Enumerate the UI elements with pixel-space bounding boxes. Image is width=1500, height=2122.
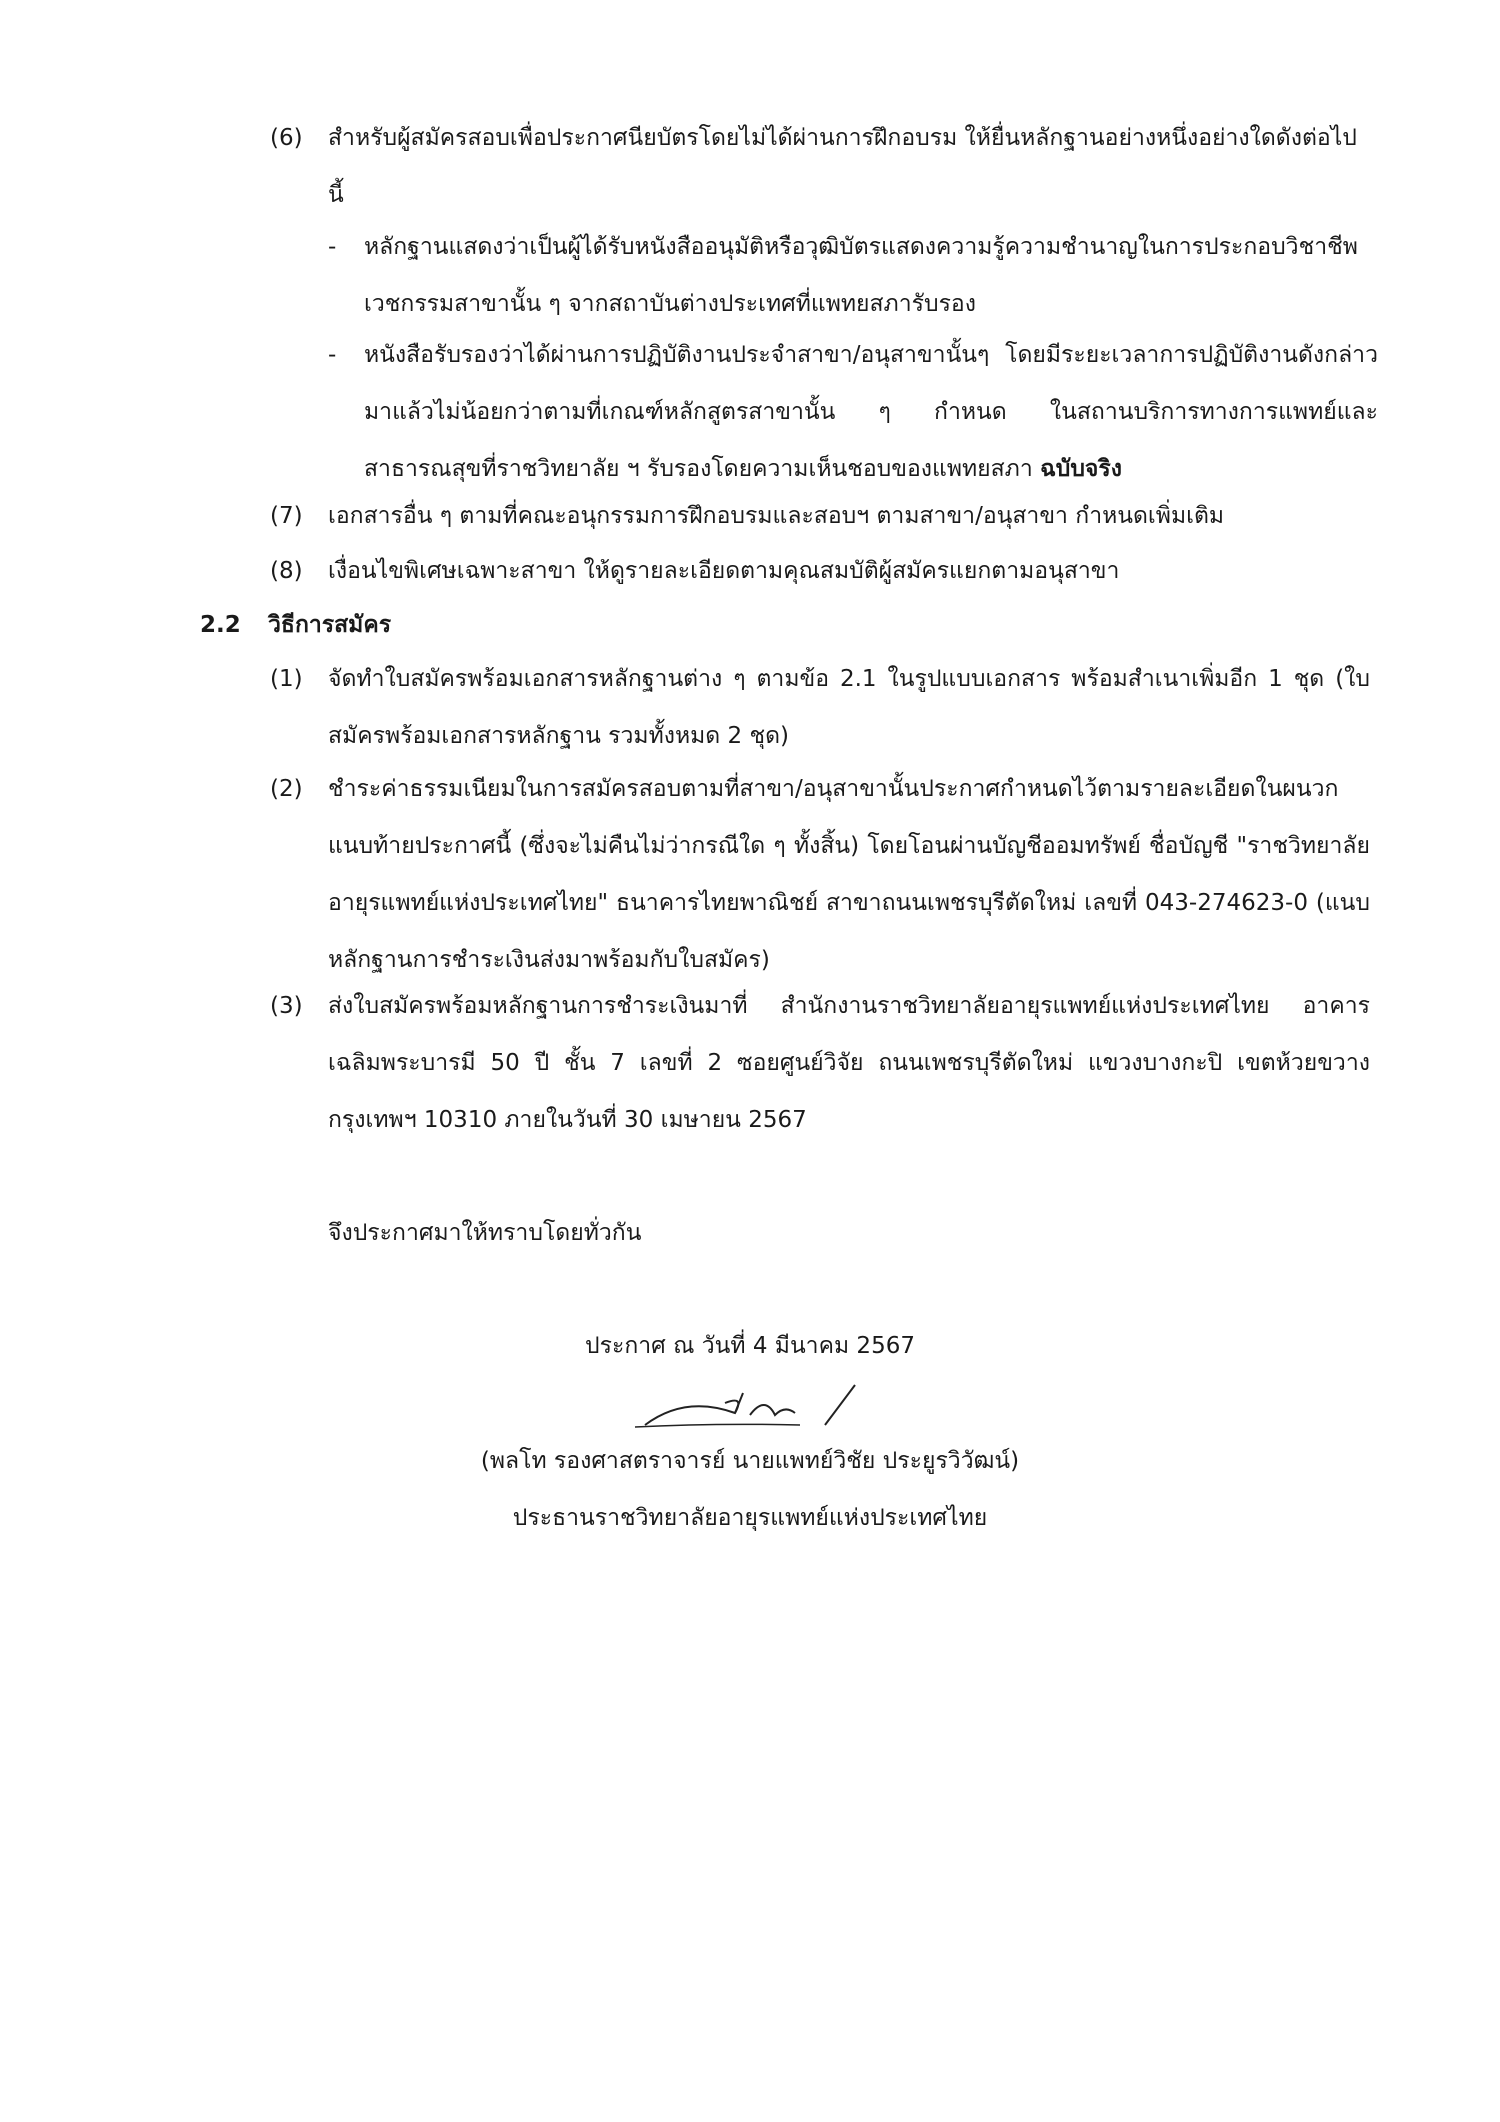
item-number: (3) — [270, 993, 303, 1019]
signature-image — [625, 1375, 885, 1435]
section-heading — [200, 597, 391, 654]
bullet-dash: - — [328, 234, 337, 260]
item-number: (8) — [270, 558, 303, 584]
signer-name: (พลโท รองศาสตราจารย์ นายแพทย์วิชัย ประยูรวิวัฒน์) — [480, 1448, 1020, 1474]
bullet-dash: - — [328, 342, 337, 368]
item-number: (2) — [270, 776, 303, 802]
item-text: สำหรับผู้สมัครสอบเพื่อประกาศนียบัตรโดยไม่ได้ผ่านการฝึกอบรม ให้ยื่นหลักฐานอย่างหนึ่งอย่างใดดังต่อไปนี้ — [328, 125, 1357, 208]
item-number: (7) — [270, 503, 303, 529]
item-text: จัดทำใบสมัครพร้อมเอกสารหลักฐานต่าง ๆ ตามข้อ 2.1 ในรูปแบบเอกสาร พร้อมสำเนาเพิ่มอีก 1 ชุด (ใบสมัครพร้อมเอกสารหลักฐาน รวมทั้งหมด 2 ชุด) — [328, 666, 1370, 749]
list-item-8 — [270, 543, 1370, 600]
list-item-6 — [270, 110, 1370, 224]
closing-statement: จึงประกาศมาให้ทราบโดยทั่วกัน — [328, 1220, 642, 1246]
bullet-item-practice-certificate — [328, 327, 1378, 498]
section-number: 2.2 — [200, 612, 241, 638]
apply-item-1 — [270, 651, 1370, 765]
item-text: เงื่อนไขพิเศษเฉพาะสาขา ให้ดูรายละเอียดตามคุณสมบัติผู้สมัครแยกตามอนุสาขา — [328, 558, 1120, 584]
bullet-text: หนังสือรับรองว่าได้ผ่านการปฏิบัติงานประจำสาขา/อนุสาขานั้นๆ โดยมีระยะเวลาการปฏิบัติงานดังกล่าวมาแล้วไม่น้อยกว่าตามที่เกณฑ์หลักสูตรสาขานั้น ๆ กำหนด ในสถานบริการทางการแพทย์และสาธารณสุขที่ราชวิทยาลัย ฯ รับรองโดยความเห็นชอบของแพทยสภา — [364, 342, 1378, 482]
item-text: ส่งใบสมัครพร้อมหลักฐานการชำระเงินมาที่ สำนักงานราชวิทยาลัยอายุรแพทย์แห่งประเทศไทย อาคารเฉลิมพระบารมี 50 ปี ชั้น 7 เลขที่ 2 ซอยศูนย์วิจัย ถนนเพชรบุรีตัดใหม่ แขวงบางกะปิ เขตห้วยขวาง กรุงเทพฯ 10310 ภายในวันที่ 30 เมษายน 2567 — [328, 993, 1370, 1133]
section-title: วิธีการสมัคร — [268, 612, 392, 638]
signer-title: ประธานราชวิทยาลัยอายุรแพทย์แห่งประเทศไทย — [512, 1505, 988, 1531]
bullet-text: หลักฐานแสดงว่าเป็นผู้ได้รับหนังสืออนุมัติหรือวุฒิบัตรแสดงความรู้ความชำนาญในการประกอบวิชาชีพเวชกรรมสาขานั้น ๆ จากสถาบันต่างประเทศที่แพทยสภารับรอง — [364, 234, 1358, 317]
list-item-7 — [270, 488, 1370, 545]
apply-item-2 — [270, 761, 1370, 989]
item-number: (1) — [270, 666, 303, 692]
item-number: (6) — [270, 125, 303, 151]
announcement-date: ประกาศ ณ วันที่ 4 มีนาคม 2567 — [585, 1333, 915, 1359]
item-text: เอกสารอื่น ๆ ตามที่คณะอนุกรรมการฝึกอบรมและสอบฯ ตามสาขา/อนุสาขา กำหนดเพิ่มเติม — [328, 503, 1225, 529]
apply-item-3 — [270, 978, 1370, 1149]
item-text: ชำระค่าธรรมเนียมในการสมัครสอบตามที่สาขา/อนุสาขานั้นประกาศกำหนดไว้ตามรายละเอียดในผนวกแนบท้ายประกาศนี้ (ซึ่งจะไม่คืนไม่ว่ากรณีใด ๆ ทั้งสิ้น) โดยโอนผ่านบัญชีออมทรัพย์ ชื่อบัญชี "ราชวิทยาลัยอายุรแพทย์แห่งประเทศไทย" ธนาคารไทยพาณิชย์ สาขาถนนเพชรบุรีตัดใหม่ เลขที่ 043-274623-0 (แนบหลักฐานการชำระเงินส่งมาพร้อมกับใบสมัคร) — [328, 776, 1370, 973]
bullet-item-foreign-certificate — [328, 219, 1378, 333]
original-copy-emphasis: ฉบับจริง — [1040, 456, 1122, 482]
